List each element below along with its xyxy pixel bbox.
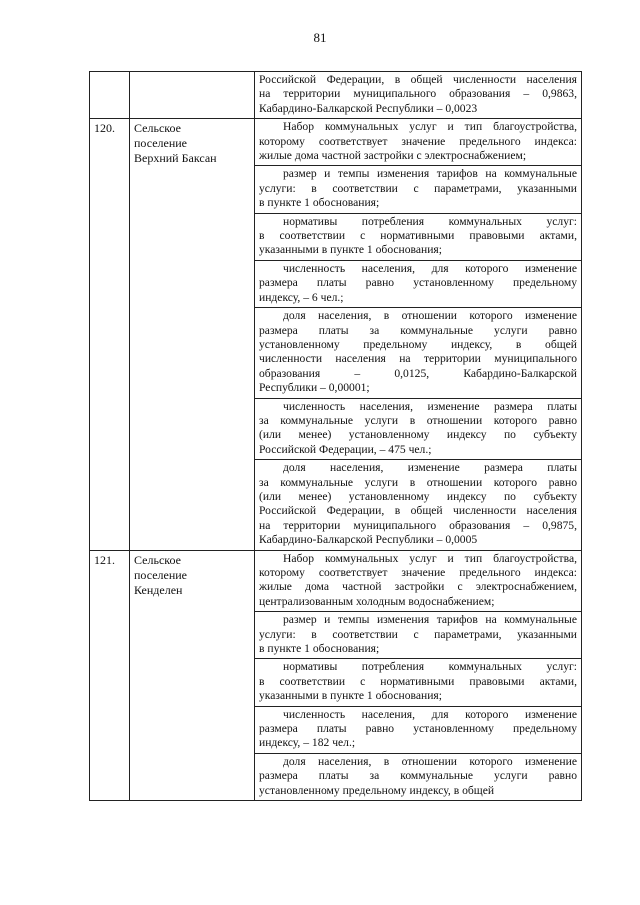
paragraph (255, 260, 581, 307)
text-line: размера платы за коммунальные услуги равно (259, 323, 577, 337)
paragraph (255, 753, 581, 800)
text-line: жилые дома частной застройки с электроснабжением; (259, 149, 527, 163)
text-line: доля населения, в отношении которого изменение (283, 754, 577, 768)
text-line: в соответствии с нормативными правовыми актами, (259, 674, 577, 688)
description-cell (255, 119, 582, 550)
text-line: централизованным холодным водоснабжением; (259, 594, 495, 608)
text-line: размера платы равно установленному предельному (259, 722, 577, 736)
text-line: установленному предельному индексу, в общей (259, 337, 577, 351)
text-line: в пункте 1 обоснования; (259, 642, 380, 656)
text-line: индексу, – 182 чел.; (259, 736, 356, 750)
text-line: услуги: в соответствии с параметрами, указанными (259, 181, 577, 195)
paragraph (255, 72, 581, 118)
text-line: нормативы потребления коммунальных услуг: (283, 214, 577, 228)
number-cell (90, 72, 130, 119)
table-row (90, 550, 582, 801)
name-cell (130, 72, 255, 119)
text-line: жилые дома частной застройки с электроснабжением, (259, 580, 577, 594)
text-line: Российской Федерации, – 475 чел.; (259, 442, 432, 456)
text-line: в пункте 1 обоснования; (259, 196, 380, 210)
text-line: за коммунальные услуги в отношении которого равно (259, 475, 577, 489)
row-number: 120. (90, 119, 130, 550)
text-line: на территории муниципального образования – 0,9875, (259, 518, 577, 532)
text-line: которому соответствует значение предельного индекса: (259, 134, 577, 148)
paragraph (255, 611, 581, 658)
text-line: численность населения, для которого изменение (283, 261, 577, 275)
paragraph (255, 307, 581, 397)
text-line: Кабардино-Балкарской Республики – 0,0005 (259, 533, 478, 547)
paragraph (255, 658, 581, 705)
settlement-name (130, 119, 255, 550)
paragraph (255, 459, 581, 549)
paragraph (255, 398, 581, 460)
text-line: услуги: в соответствии с параметрами, указанными (259, 627, 577, 641)
text-line: которому соответствует значение предельного индекса: (259, 566, 577, 579)
table-row (90, 119, 582, 550)
text-line: нормативы потребления коммунальных услуг: (283, 660, 577, 674)
page-number: 81 (313, 30, 327, 45)
text-line: индексу, – 6 чел.; (259, 290, 344, 304)
paragraph (255, 551, 581, 612)
text-line: за коммунальные услуги в отношении которого равно (259, 413, 577, 427)
text-line: Кабардино-Балкарской Республики – 0,0023 (259, 101, 478, 115)
text-line: размер и темпы изменения тарифов на коммунальные (283, 167, 577, 181)
name-line: поселение (134, 567, 188, 582)
text-line: размер и темпы изменения тарифов на коммунальные (283, 613, 577, 627)
settlement-name (130, 550, 255, 801)
text-line: указанными в пункте 1 обоснования; (259, 243, 442, 257)
name-line: Кенделен (134, 582, 183, 597)
text-line: Российской Федерации, в общей численности населения (259, 504, 577, 518)
text-line: (или менее) установленному индексу по субъекту (259, 428, 577, 442)
text-line: образования – 0,0125, Кабардино-Балкарской (259, 366, 577, 380)
paragraph (255, 213, 581, 260)
text-line: Набор коммунальных услуг и тип благоустройства, (283, 120, 577, 134)
row-number: 121. (90, 550, 130, 801)
text-line: доля населения, в отношении которого изменение (283, 309, 577, 323)
text-line: Российской Федерации, в общей численности населения (259, 73, 577, 86)
paragraph (255, 119, 581, 165)
text-line: численности населения на территории муниципального (259, 352, 577, 366)
text-line: на территории муниципального образования – 0,9863, (259, 87, 577, 101)
name-line: Сельское (134, 552, 181, 567)
document-table (89, 71, 582, 801)
description-cell (255, 72, 582, 119)
text-line: установленному предельному индексу, в общей (259, 783, 495, 797)
text-line: в соответствии с нормативными правовыми актами, (259, 229, 577, 243)
description-cell (255, 550, 582, 801)
text-line: размера платы за коммунальные услуги равно (259, 769, 577, 783)
paragraph (255, 165, 581, 212)
name-line: Сельское (134, 121, 181, 136)
text-line: размера платы равно установленному предельному (259, 276, 577, 290)
text-line: численность населения, изменение размера платы (283, 399, 577, 413)
paragraph (255, 706, 581, 753)
text-line: указанными в пункте 1 обоснования; (259, 689, 442, 703)
name-line: поселение (134, 136, 188, 151)
text-line: доля населения, изменение размера платы (283, 461, 577, 475)
text-line: (или менее) установленному индексу по субъекту (259, 489, 577, 503)
text-line: Набор коммунальных услуг и тип благоустройства, (283, 551, 577, 565)
table-row-continuation (90, 72, 582, 119)
text-line: Республики – 0,00001; (259, 381, 370, 395)
name-line: Верхний Баксан (134, 151, 217, 166)
text-line: численность населения, для которого изменение (283, 707, 577, 721)
